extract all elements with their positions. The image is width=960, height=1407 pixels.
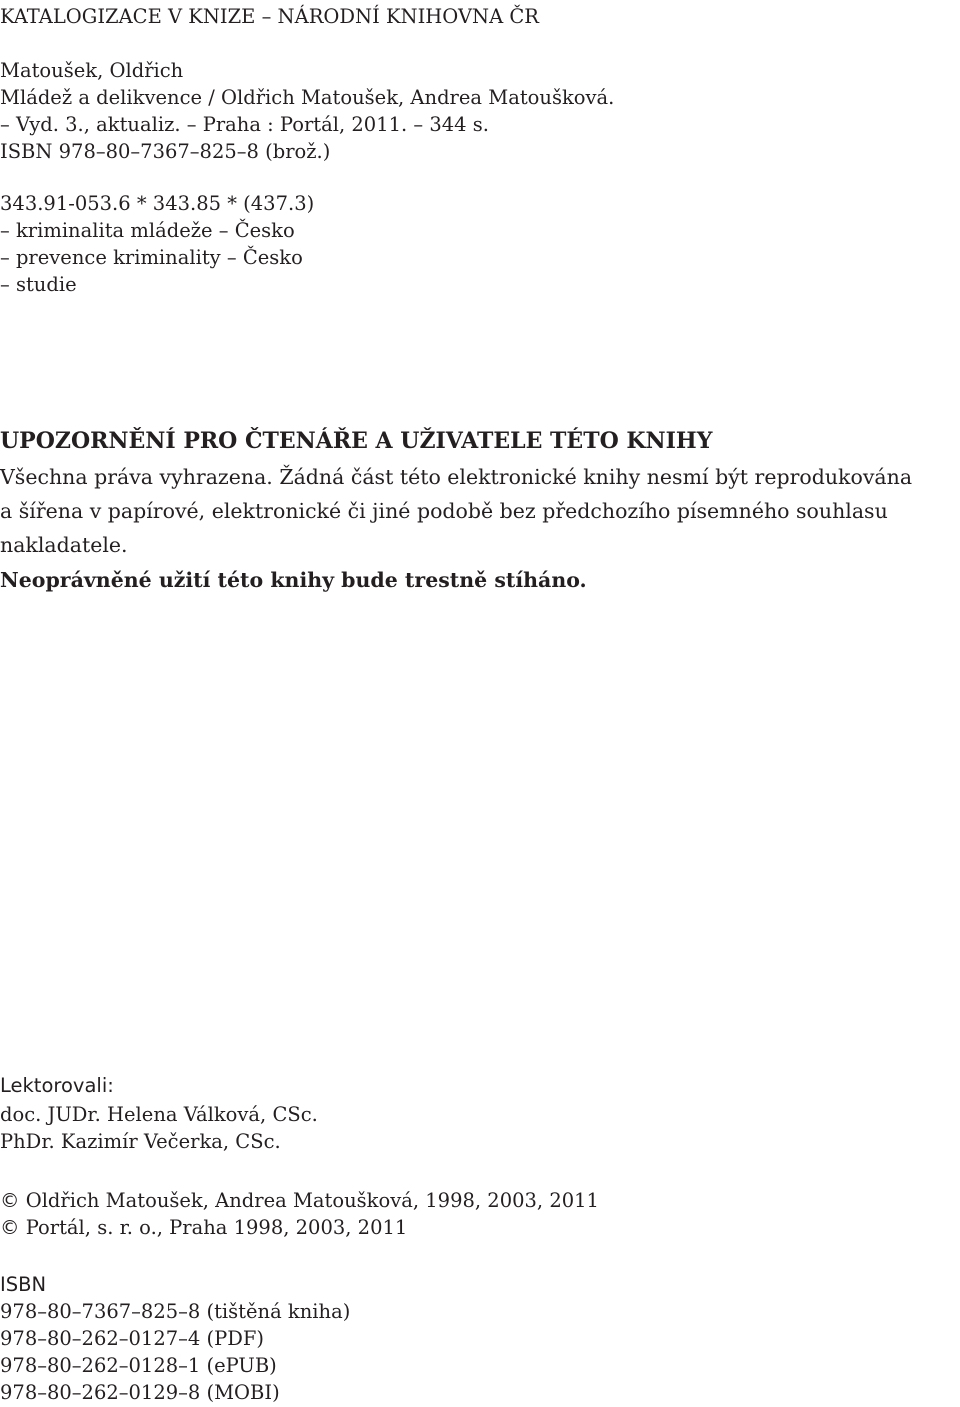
copyright-text: Oldřich Matoušek, Andrea Matoušková, 1998, 2003, 2011	[25, 1189, 599, 1212]
catalog-subject: – kriminalita mládeže – Česko	[0, 219, 295, 242]
isbn-entry: 978–80–7367–825–8 (tištěná kniha)	[0, 1300, 351, 1323]
copyright-icon: ©	[0, 1189, 20, 1212]
copyright-line	[0, 1214, 407, 1241]
isbn-entry: 978–80–262–0127–4 (PDF)	[0, 1327, 264, 1350]
catalog-author: Matoušek, Oldřich	[0, 59, 184, 82]
catalog-edition: – Vyd. 3., aktualiz. – Praha : Portál, 2011. – 344 s.	[0, 113, 489, 136]
copyright-line	[0, 1187, 599, 1214]
isbn-label: ISBN	[0, 1273, 47, 1296]
notice-text-line: a šířena v papírové, elektronické či jiné podobě bez předchozího písemného souhlasu	[0, 499, 888, 523]
reviewers-label: Lektorovali:	[0, 1074, 114, 1097]
catalog-subject: – studie	[0, 273, 77, 296]
isbn-entry: 978–80–262–0128–1 (ePUB)	[0, 1354, 277, 1377]
notice-text-line: Všechna práva vyhrazena. Žádná část této elektronické knihy nesmí být reprodukována	[0, 465, 913, 489]
reviewer-name: PhDr. Kazimír Večerka, CSc.	[0, 1130, 281, 1153]
notice-warning: Neoprávněné užití této knihy bude trestně stíháno.	[0, 568, 587, 592]
catalog-subject: – prevence kriminality – Česko	[0, 246, 303, 269]
notice-text-line: nakladatele.	[0, 533, 128, 557]
copyright-text: Portál, s. r. o., Praha 1998, 2003, 2011	[25, 1216, 408, 1239]
catalog-title: Mládež a delikvence / Oldřich Matoušek, Andrea Matoušková.	[0, 86, 615, 109]
copyright-icon: ©	[0, 1216, 20, 1239]
catalog-classification: 343.91-053.6 * 343.85 * (437.3)	[0, 192, 315, 215]
reviewer-name: doc. JUDr. Helena Válková, CSc.	[0, 1103, 318, 1126]
notice-heading: UPOZORNĚNÍ PRO ČTENÁŘE A UŽIVATELE TÉTO KNIHY	[0, 428, 713, 454]
catalog-header: KATALOGIZACE V KNIZE – NÁRODNÍ KNIHOVNA ČR	[0, 5, 539, 28]
isbn-entry: 978–80–262–0129–8 (MOBI)	[0, 1381, 280, 1404]
catalog-isbn: ISBN 978–80–7367–825–8 (brož.)	[0, 140, 331, 163]
